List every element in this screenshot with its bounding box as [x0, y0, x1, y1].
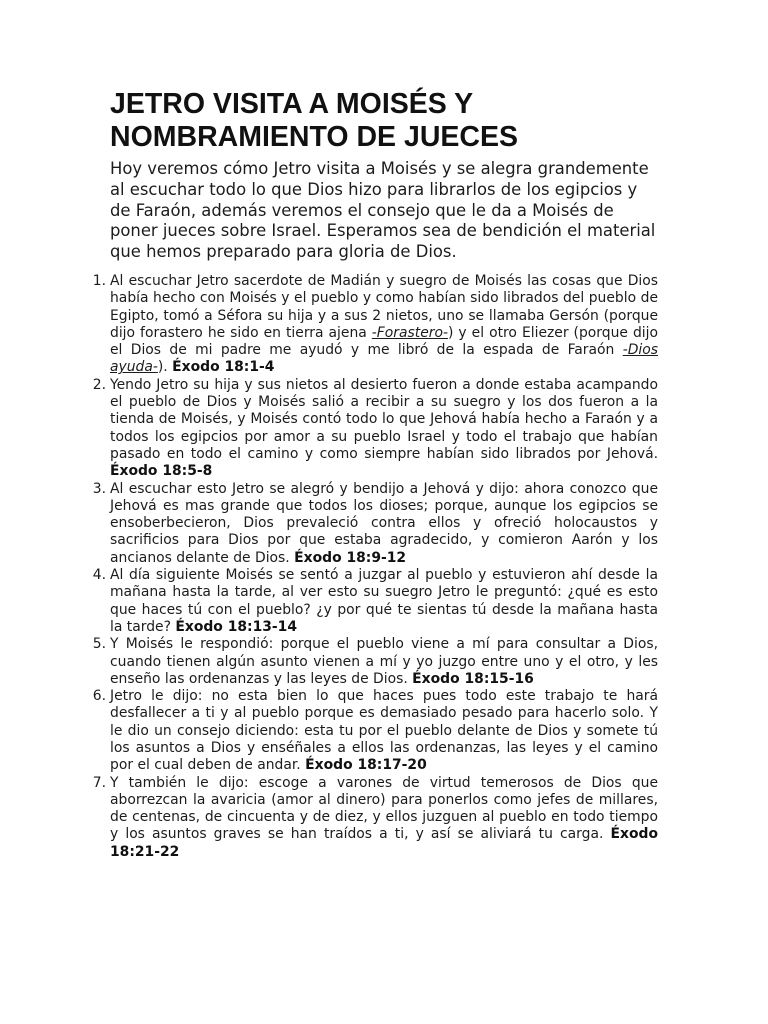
scripture-reference: Éxodo 18:5-8 — [110, 463, 213, 480]
numbered-list — [92, 272, 658, 861]
list-text: Y Moisés le respondió: porque el pueblo viene a mí para consultar a Dios, cuando tienen algún asunto vienen a mí y yo juzgo entre uno y el otro, y les enseño las ordenanzas y las leyes de Dios. — [110, 636, 658, 687]
list-number: 6. — [92, 688, 106, 705]
scripture-reference: Éxodo 18:13-14 — [175, 618, 297, 635]
list-item — [92, 480, 658, 567]
list-text: Yendo Jetro su hija y sus nietos al desierto fueron a donde estaba acampando el pueblo de Dios y Moisés salió a recibir a su suegro y los dos fueron a la tienda de Moisés, y Moisés contó todo lo que Jehová había hecho a Faraón y a todos los egipcios por amor a su pueblo Israel y todo el trabajo que habían pasado en todo el camino y como siempre habían sido librados por Jehová. — [110, 376, 658, 462]
list-item — [92, 376, 658, 481]
title-line-2: NOMBRAMIENTO DE JUECES — [110, 121, 519, 153]
list-text: Y también le dijo: escoge a varones de virtud temerosos de Dios que aborrezcan la avaricia (amor al dinero) para ponerlos como jefes de millares, de centenas, de cincuenta y de diez, y ellos juzguen al pueblo en todo tiempo y los asuntos graves se han traídos a ti, y así se aliviará tu carga. — [110, 774, 658, 843]
list-number: 2. — [92, 376, 106, 393]
scripture-reference: Éxodo 18:1-4 — [172, 359, 275, 376]
list-item — [92, 636, 658, 688]
list-number: 5. — [92, 636, 106, 653]
list-text: Al día siguiente Moisés se sentó a juzgar al pueblo y estuvieron ahí desde la mañana hasta la tarde, al ver esto su suegro Jetro le preguntó: ¿qué es esto que haces tú con el pueblo? ¿y por qué te sientas tú desde la mañana hasta la tarde? — [110, 567, 658, 635]
list-item — [92, 688, 658, 774]
list-number: 4. — [92, 567, 106, 584]
list-text: ). — [157, 359, 173, 376]
list-number: 3. — [92, 480, 106, 497]
list-number: 1. — [92, 272, 106, 289]
list-emphasis: -Forastero- — [371, 324, 448, 341]
list-text: Jetro le dijo: no esta bien lo que haces pues todo este trabajo te hará desfallecer a ti y al pueblo porque es demasiado pesado para hacerlo solo. Y le dio un consejo diciendo: esta tu por el pueblo delante de Dios y somete tú los asuntos a Dios y enséñales a ellos las ordenanzas, las leyes y el camino por el cual deben de andar. — [110, 688, 658, 774]
scripture-reference: Éxodo 18:9-12 — [294, 549, 407, 566]
list-emphasis: -Dios ayuda- — [110, 342, 658, 376]
list-number: 7. — [92, 774, 106, 791]
list-text: Al escuchar esto Jetro se alegró y bendijo a Jehová y dijo: ahora conozco que Jehová es mas grande que todos los dioses; porque, aunque los egipcios se ensoberbecieron, Dios prevaleció contra ellos y ofreció holocaustos y sacrificios para Dios por que estaba agradecido, y comieron Aarón y los ancianos delante de Dios. — [110, 480, 658, 566]
list-item — [92, 567, 658, 636]
intro-paragraph: Hoy veremos cómo Jetro visita a Moisés y se alegra grandemente al escuchar todo lo que Dios hizo para librarlos de los egipcios y de Faraón, además veremos el consejo que le da a Moisés de poner jueces sobre Israel. Esperamos sea de bendición el material que hemos preparado para gloria de Dios. — [110, 159, 656, 262]
title-line-1: JETRO VISITA A MOISÉS Y — [110, 88, 474, 120]
list-text: ) y el otro Eliezer (porque dijo el Dios de mi padre me ayudó y me libró de la espada de Faraón — [110, 324, 658, 359]
list-item — [92, 272, 658, 377]
scripture-reference: Éxodo 18:15-16 — [412, 670, 534, 687]
list-text: Al escuchar Jetro sacerdote de Madián y suegro de Moisés las cosas que Dios había hecho con Moisés y el pueblo y como habían sido librados del pueblo de Egipto, tomó a Séfora su hija y a sus 2 nietos, uno se llamaba Gersón (porque dijo forastero he sido en tierra ajena — [110, 272, 658, 341]
page-title — [110, 88, 658, 154]
list-item — [92, 774, 658, 861]
scripture-reference: Éxodo 18:21-22 — [110, 826, 658, 860]
scripture-reference: Éxodo 18:17-20 — [305, 757, 427, 774]
